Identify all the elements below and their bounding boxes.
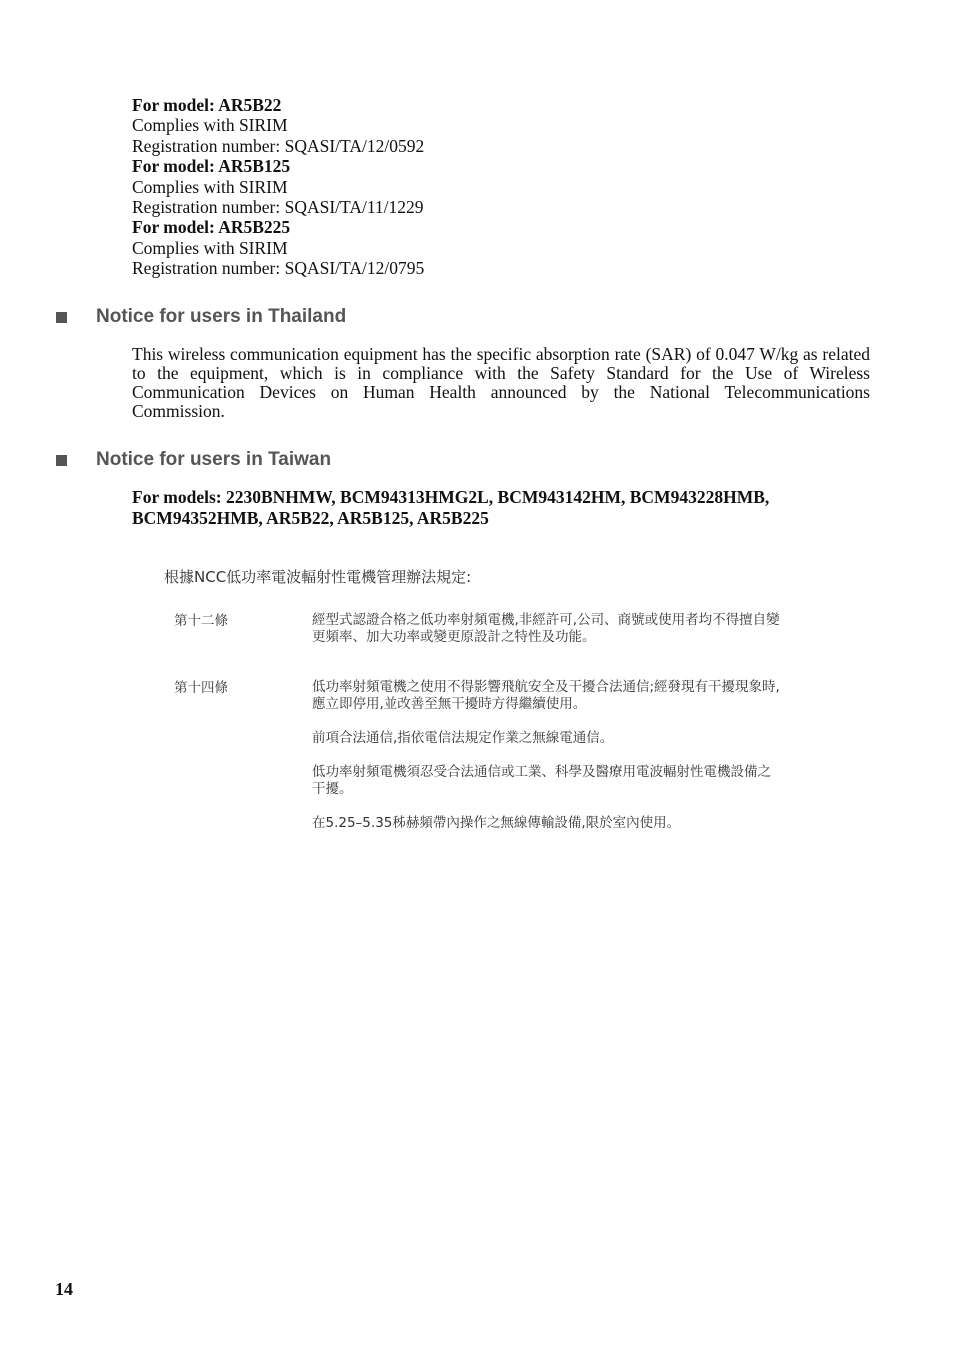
ncc-article-12	[164, 612, 804, 663]
taiwan-model-list: For models: 2230BNHMW, BCM94313HMG2L, BCM943142HM, BCM943228HMB, BCM94352HMB, AR5B22, AR5B125, AR5B225	[132, 487, 770, 528]
square-bullet-icon	[56, 312, 67, 323]
thailand-notice-text: This wireless communication equipment has the specific absorption rate (SAR) of 0.047 W/kg as related to the equipment, which is in compliance with the Safety Standard for the Use of Wireless Communication Devices on Human Health announced by the National Telecommunications Commission.	[132, 344, 870, 421]
model-block	[132, 217, 852, 278]
compliance-text: Complies with SIRIM	[132, 237, 288, 258]
page-number: 14	[55, 1279, 73, 1299]
model-title: For model: AR5B125	[132, 156, 291, 177]
ncc-article-14	[164, 679, 804, 849]
model-title: For model: AR5B225	[132, 217, 291, 238]
model-block	[132, 156, 852, 217]
compliance-text: Complies with SIRIM	[132, 115, 288, 136]
compliance-text: Complies with SIRIM	[132, 176, 288, 197]
article-paragraph: 在5.25–5.35秭赫頻帶內操作之無線傳輸設備,限於室內使用。	[312, 815, 681, 831]
malaysia-model-list	[132, 95, 852, 279]
section-heading-text: Notice for users in Thailand	[96, 306, 347, 327]
article-paragraph: 低功率射頻電機須忍受合法通信或工業、科學及醫療用電波輻射性電機設備之干擾。	[312, 764, 771, 797]
model-title: For model: AR5B22	[132, 95, 282, 115]
section-heading-text: Notice for users in Taiwan	[96, 449, 332, 470]
registration-number: Registration number: SQASI/TA/11/1229	[132, 197, 424, 218]
article-label: 第十四條	[174, 680, 228, 696]
article-paragraph: 經型式認證合格之低功率射頻電機,非經許可,公司、商號或使用者均不得擅自變更頻率、加大功率或變更原設計之特性及功能。	[312, 612, 780, 645]
registration-number: Registration number: SQASI/TA/12/0592	[132, 135, 425, 156]
model-block	[132, 95, 852, 156]
square-bullet-icon	[56, 455, 67, 466]
section-heading-taiwan	[56, 448, 916, 472]
ncc-notice-block	[164, 566, 804, 865]
article-paragraph: 前項合法通信,指依電信法規定作業之無線電通信。	[312, 730, 614, 746]
registration-number: Registration number: SQASI/TA/12/0795	[132, 258, 425, 279]
article-body	[312, 679, 784, 849]
article-body	[312, 612, 784, 663]
section-heading-thailand	[56, 305, 916, 329]
article-paragraph: 低功率射頻電機之使用不得影響飛航安全及干擾合法通信;經發現有干擾現象時,應立即停用,並改善至無干擾時方得繼續使用。	[312, 679, 780, 712]
article-label: 第十二條	[174, 613, 228, 629]
ncc-title: 根據NCC低功率電波輻射性電機管理辦法規定:	[164, 568, 472, 586]
